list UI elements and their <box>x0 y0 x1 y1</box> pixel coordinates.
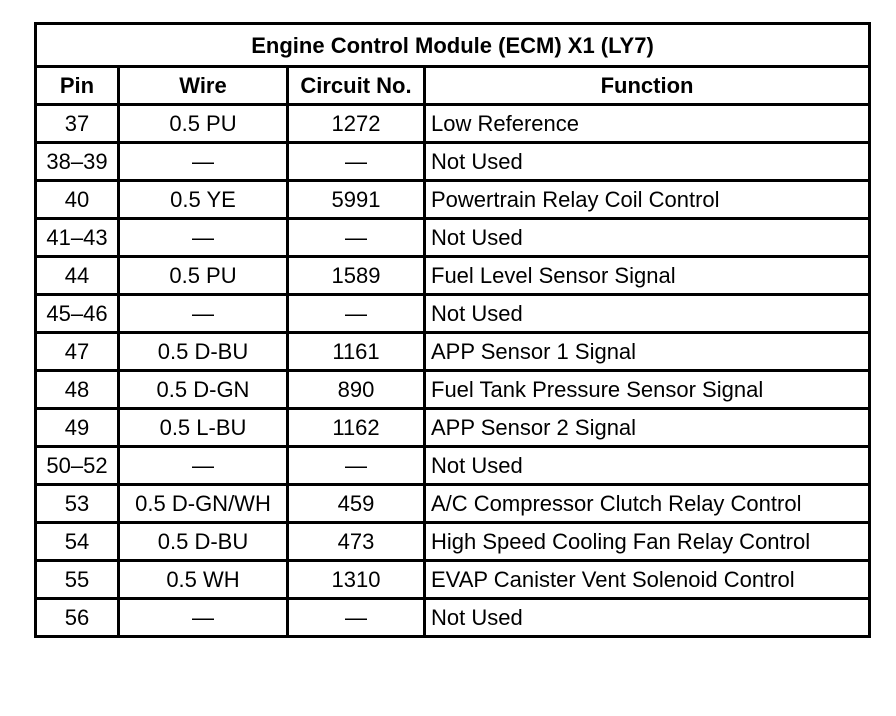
table-row <box>36 371 870 409</box>
cell-function: A/C Compressor Clutch Relay Control <box>425 485 870 523</box>
cell-function: Not Used <box>425 143 870 181</box>
cell-wire: 0.5 D-GN <box>119 371 288 409</box>
column-header-function: Function <box>425 67 870 105</box>
table-row <box>36 143 870 181</box>
cell-pin: 48 <box>36 371 119 409</box>
cell-circuit: — <box>288 447 425 485</box>
cell-function: Fuel Tank Pressure Sensor Signal <box>425 371 870 409</box>
cell-pin: 49 <box>36 409 119 447</box>
table-row <box>36 219 870 257</box>
cell-circuit: 1162 <box>288 409 425 447</box>
cell-pin: 37 <box>36 105 119 143</box>
cell-wire: 0.5 WH <box>119 561 288 599</box>
table-row <box>36 447 870 485</box>
cell-function: Not Used <box>425 599 870 637</box>
table-row <box>36 105 870 143</box>
column-header-pin: Pin <box>36 67 119 105</box>
cell-circuit: 473 <box>288 523 425 561</box>
cell-wire: 0.5 PU <box>119 105 288 143</box>
table-row <box>36 181 870 219</box>
cell-function: APP Sensor 2 Signal <box>425 409 870 447</box>
cell-circuit: 1589 <box>288 257 425 295</box>
cell-pin: 56 <box>36 599 119 637</box>
table-row <box>36 295 870 333</box>
cell-pin: 44 <box>36 257 119 295</box>
table-row <box>36 523 870 561</box>
cell-wire: 0.5 D-BU <box>119 333 288 371</box>
column-header-wire: Wire <box>119 67 288 105</box>
column-header-circuit: Circuit No. <box>288 67 425 105</box>
table-title-row <box>36 24 870 67</box>
cell-circuit: 1272 <box>288 105 425 143</box>
cell-wire: — <box>119 219 288 257</box>
cell-wire: 0.5 D-GN/WH <box>119 485 288 523</box>
cell-pin: 47 <box>36 333 119 371</box>
cell-function: Not Used <box>425 447 870 485</box>
table-title: Engine Control Module (ECM) X1 (LY7) <box>36 24 870 67</box>
cell-pin: 45–46 <box>36 295 119 333</box>
cell-circuit: 5991 <box>288 181 425 219</box>
cell-function: Not Used <box>425 219 870 257</box>
cell-function: Powertrain Relay Coil Control <box>425 181 870 219</box>
table-row <box>36 561 870 599</box>
cell-wire: 0.5 D-BU <box>119 523 288 561</box>
table-row <box>36 485 870 523</box>
cell-function: Not Used <box>425 295 870 333</box>
cell-pin: 41–43 <box>36 219 119 257</box>
cell-circuit: 1310 <box>288 561 425 599</box>
cell-wire: — <box>119 599 288 637</box>
ecm-connector-table <box>34 22 871 638</box>
cell-pin: 55 <box>36 561 119 599</box>
cell-pin: 54 <box>36 523 119 561</box>
cell-wire: 0.5 L-BU <box>119 409 288 447</box>
table-row <box>36 257 870 295</box>
cell-function: APP Sensor 1 Signal <box>425 333 870 371</box>
cell-circuit: — <box>288 219 425 257</box>
cell-function: Low Reference <box>425 105 870 143</box>
cell-wire: — <box>119 143 288 181</box>
table-row <box>36 409 870 447</box>
cell-wire: 0.5 PU <box>119 257 288 295</box>
table-row <box>36 599 870 637</box>
cell-wire: — <box>119 447 288 485</box>
cell-pin: 40 <box>36 181 119 219</box>
cell-circuit: 890 <box>288 371 425 409</box>
table-header-row <box>36 67 870 105</box>
ecm-connector-table-container <box>34 22 868 638</box>
cell-circuit: 1161 <box>288 333 425 371</box>
cell-function: Fuel Level Sensor Signal <box>425 257 870 295</box>
cell-circuit: — <box>288 599 425 637</box>
cell-circuit: — <box>288 295 425 333</box>
table-body <box>36 105 870 637</box>
cell-circuit: — <box>288 143 425 181</box>
cell-pin: 53 <box>36 485 119 523</box>
cell-pin: 50–52 <box>36 447 119 485</box>
cell-circuit: 459 <box>288 485 425 523</box>
cell-function: High Speed Cooling Fan Relay Control <box>425 523 870 561</box>
cell-wire: 0.5 YE <box>119 181 288 219</box>
cell-function: EVAP Canister Vent Solenoid Control <box>425 561 870 599</box>
cell-pin: 38–39 <box>36 143 119 181</box>
table-row <box>36 333 870 371</box>
cell-wire: — <box>119 295 288 333</box>
